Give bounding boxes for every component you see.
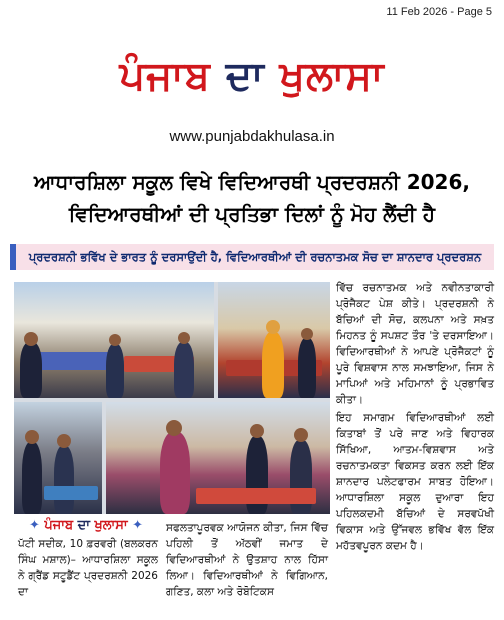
caption-logo-word-1: ਪੰਜਾਬ: [44, 518, 74, 533]
exhibition-photo-2: [218, 282, 330, 398]
paragraph-1: ਵਿੱਚ ਰਚਨਾਤਮਕ ਅਤੇ ਨਵੀਨਤਾਕਾਰੀ ਪ੍ਰੋਜੈਕਟ ਪੇਸ਼ ਕੀਤੇ। ਪ੍ਰਦਰਸ਼ਨੀ ਨੇ ਬੱਚਿਆਂ ਦੀ ਸੋਚ, ਕਲਪਨਾ ਅਤੇ ਸਖ਼ਤ ਮਿਹਨਤ ਨੂੰ ਸਪਸ਼ਟ ਤੌਰ 'ਤੇ ਦਰਸਾਇਆ। ਵਿਦਿਆਰਥੀਆਂ ਨੇ ਆਪਣੇ ਪ੍ਰੋਜੈਕਟਾਂ ਨੂੰ ਪੂਰੇ ਵਿਸ਼ਵਾਸ ਨਾਲ ਸਮਝਾਇਆ, ਜਿਸ ਨੇ ਮਾਪਿਆਂ ਅਤੇ ਮਹਿਮਾਨਾਂ ਨੂੰ ਪ੍ਰਭਾਵਿਤ ਕੀਤਾ।: [336, 282, 494, 406]
star-icon: ✦: [132, 518, 144, 533]
caption-logo-word-3: ਖੁਲਾਸਾ: [94, 518, 128, 533]
article-column-3: [336, 280, 494, 556]
star-icon: ✦: [28, 518, 40, 533]
newspaper-logo: [0, 50, 504, 102]
article-column-2: ਸਫਲਤਾਪੂਰਵਕ ਆਯੋਜਨ ਕੀਤਾ, ਜਿਸ ਵਿੱਚ ਪਹਿਲੀ ਤੋਂ ਅੱਠਵੀਂ ਜਮਾਤ ਦੇ ਵਿਦਿਆਰਥੀਆਂ ਨੇ ਉਤਸ਼ਾਹ ਨਾਲ ਹਿੱਸਾ ਲਿਆ। ਵਿਦਿਆਰਥੀਆਂ ਨੇ ਵਿਗਿਆਨ, ਗਣਿਤ, ਕਲਾ ਅਤੇ ਰੋਬੋਟਿਕਸ: [166, 522, 328, 598]
caption-logo: [18, 518, 154, 533]
photo-collage: [14, 282, 330, 514]
headline-line-2: ਵਿਦਿਆਰਥੀਆਂ ਦੀ ਪ੍ਰਤਿਭਾ ਦਿਲਾਂ ਨੂੰ ਮੋਹ ਲੈਂਦੀ ਹੈ: [68, 202, 436, 226]
headline-line-1: ਆਧਾਰਸ਼ਿਲਾ ਸਕੂਲ ਵਿਖੇ ਵਿਦਿਆਰਥੀ ਪ੍ਰਦਰਸ਼ਨੀ 2026,: [34, 170, 470, 194]
exhibition-photo-4: [106, 402, 330, 514]
exhibition-photo-1: [14, 282, 214, 398]
logo-word-3: ਖੁਲਾਸਾ: [279, 53, 385, 99]
subheadline-bar: [10, 244, 494, 270]
subheadline: ਪ੍ਰਦਰਸ਼ਨੀ ਭਵਿੱਖ ਦੇ ਭਾਰਤ ਨੂੰ ਦਰਸਾਉਂਦੀ ਹੈ, ਵਿਦਿਆਰਥੀਆਂ ਦੀ ਰਚਨਾਤਮਕ ਸੋਚ ਦਾ ਸ਼ਾਨਦਾਰ ਪ੍ਰਦਰਸ਼ਨ: [28, 249, 482, 264]
masthead: [0, 50, 504, 102]
caption-logo-word-2: ਦਾ: [77, 518, 90, 533]
article-column-1: ਪੱਟੀ ਸਦੀਕ, 10 ਫ਼ਰਵਰੀ (ਬਲਕਰਨ ਸਿੰਘ ਮਸ਼ਾਲ)– ਆਧਾਰਸ਼ਿਲਾ ਸਕੂਲ ਨੇ ਗ੍ਰੈਂਡ ਸਟੂਡੈਂਟ ਪ੍ਰਦਰਸ਼ਨੀ 2026 ਦਾ: [18, 538, 158, 598]
date-page-label: 11 Feb 2026 - Page 5: [386, 6, 492, 18]
paragraph-2: ਇਹ ਸਮਾਗਮ ਵਿਦਿਆਰਥੀਆਂ ਲਈ ਕਿਤਾਬਾਂ ਤੋਂ ਪਰੇ ਜਾਣ ਅਤੇ ਵਿਹਾਰਕ ਸਿੱਖਿਆ, ਆਤਮ-ਵਿਸ਼ਵਾਸ ਅਤੇ ਰਚਨਾਤਮਕਤਾ ਵਿਕਸਤ ਕਰਨ ਲਈ ਇੱਕ ਸ਼ਾਨਦਾਰ ਪਲੇਟਫਾਰਮ ਸਾਬਤ ਹੋਇਆ।ਆਧਾਰਸ਼ਿਲਾ ਸਕੂਲ ਦੁਆਰਾ ਇਹ ਪਹਿਲਕਦਮੀ ਬੱਚਿਆਂ ਦੇ ਸਰਵਪੱਖੀ ਵਿਕਾਸ ਅਤੇ ਉੱਜਵਲ ਭਵਿੱਖ ਵੱਲ ਇੱਕ ਮਹੱਤਵਪੂਰਨ ਕਦਮ ਹੈ।: [336, 412, 494, 552]
website-url[interactable]: www.punjabdakhulasa.in: [169, 128, 335, 145]
logo-word-1: ਪੰਜਾਬ: [119, 53, 211, 99]
logo-word-2: ਦਾ: [225, 53, 265, 99]
headline: [0, 166, 504, 230]
exhibition-photo-3: [14, 402, 102, 514]
